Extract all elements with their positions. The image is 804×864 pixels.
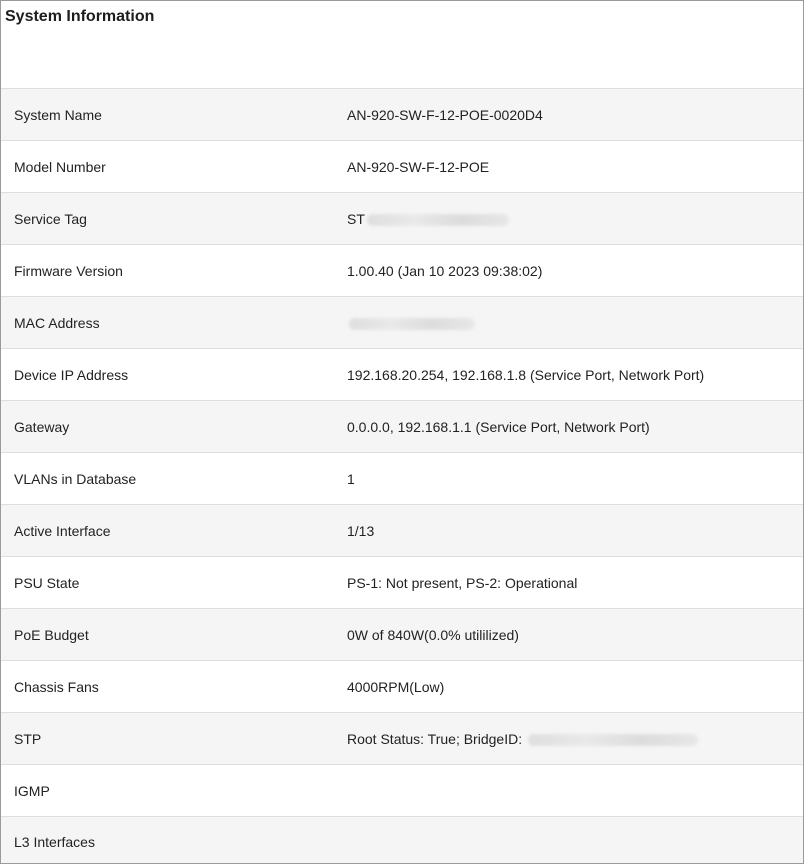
psu-state-label: PSU State [14, 574, 80, 591]
system-name-value: AN-920-SW-F-12-POE-0020D4 [347, 106, 543, 123]
chassis-fans-label: Chassis Fans [14, 678, 99, 695]
system-name-label: System Name [14, 106, 102, 123]
stp-label: STP [14, 730, 42, 747]
gateway-label: Gateway [14, 418, 70, 435]
redacted-service-tag [367, 214, 509, 226]
row-psu-state [1, 557, 803, 609]
psu-state-value: PS-1: Not present, PS-2: Operational [347, 574, 578, 591]
firmware-version-label: Firmware Version [14, 262, 123, 279]
active-interface-value: 1/13 [347, 522, 375, 539]
system-info-table [1, 88, 803, 864]
service-tag-label: Service Tag [14, 210, 87, 227]
page-title: System Information [5, 8, 155, 25]
row-stp [1, 713, 803, 765]
redacted-bridge-id [528, 734, 698, 746]
row-firmware-version [1, 245, 803, 297]
stp-value-wrap [347, 731, 698, 747]
row-service-tag [1, 193, 803, 245]
service-tag-value: ST [347, 210, 365, 227]
service-tag-value-wrap [347, 211, 509, 227]
mac-address-value-wrap [347, 315, 475, 331]
device-ip-address-label: Device IP Address [14, 366, 129, 383]
l3-interfaces-label: L3 Interfaces [14, 833, 95, 850]
row-system-name [1, 89, 803, 141]
mac-address-label: MAC Address [14, 314, 100, 331]
firmware-version-value: 1.00.40 (Jan 10 2023 09:38:02) [347, 262, 543, 279]
row-vlans-in-database [1, 453, 803, 505]
poe-budget-label: PoE Budget [14, 626, 89, 643]
row-device-ip-address [1, 349, 803, 401]
gateway-value: 0.0.0.0, 192.168.1.1 (Service Port, Network Port) [347, 418, 650, 435]
row-chassis-fans [1, 661, 803, 713]
chassis-fans-value: 4000RPM(Low) [347, 678, 445, 695]
row-poe-budget [1, 609, 803, 661]
model-number-label: Model Number [14, 158, 106, 175]
row-l3-interfaces [1, 817, 803, 864]
device-ip-address-value: 192.168.20.254, 192.168.1.8 (Service Port, Network Port) [347, 366, 705, 383]
row-mac-address [1, 297, 803, 349]
model-number-value: AN-920-SW-F-12-POE [347, 158, 490, 175]
row-igmp [1, 765, 803, 817]
vlans-in-database-label: VLANs in Database [14, 470, 137, 487]
row-active-interface [1, 505, 803, 557]
igmp-label: IGMP [14, 782, 50, 799]
stp-value: Root Status: True; BridgeID: [347, 730, 523, 747]
active-interface-label: Active Interface [14, 522, 111, 539]
row-model-number [1, 141, 803, 193]
vlans-in-database-value: 1 [347, 470, 355, 487]
redacted-mac-address [349, 318, 475, 330]
row-gateway [1, 401, 803, 453]
poe-budget-value: 0W of 840W(0.0% utililized) [347, 626, 519, 643]
